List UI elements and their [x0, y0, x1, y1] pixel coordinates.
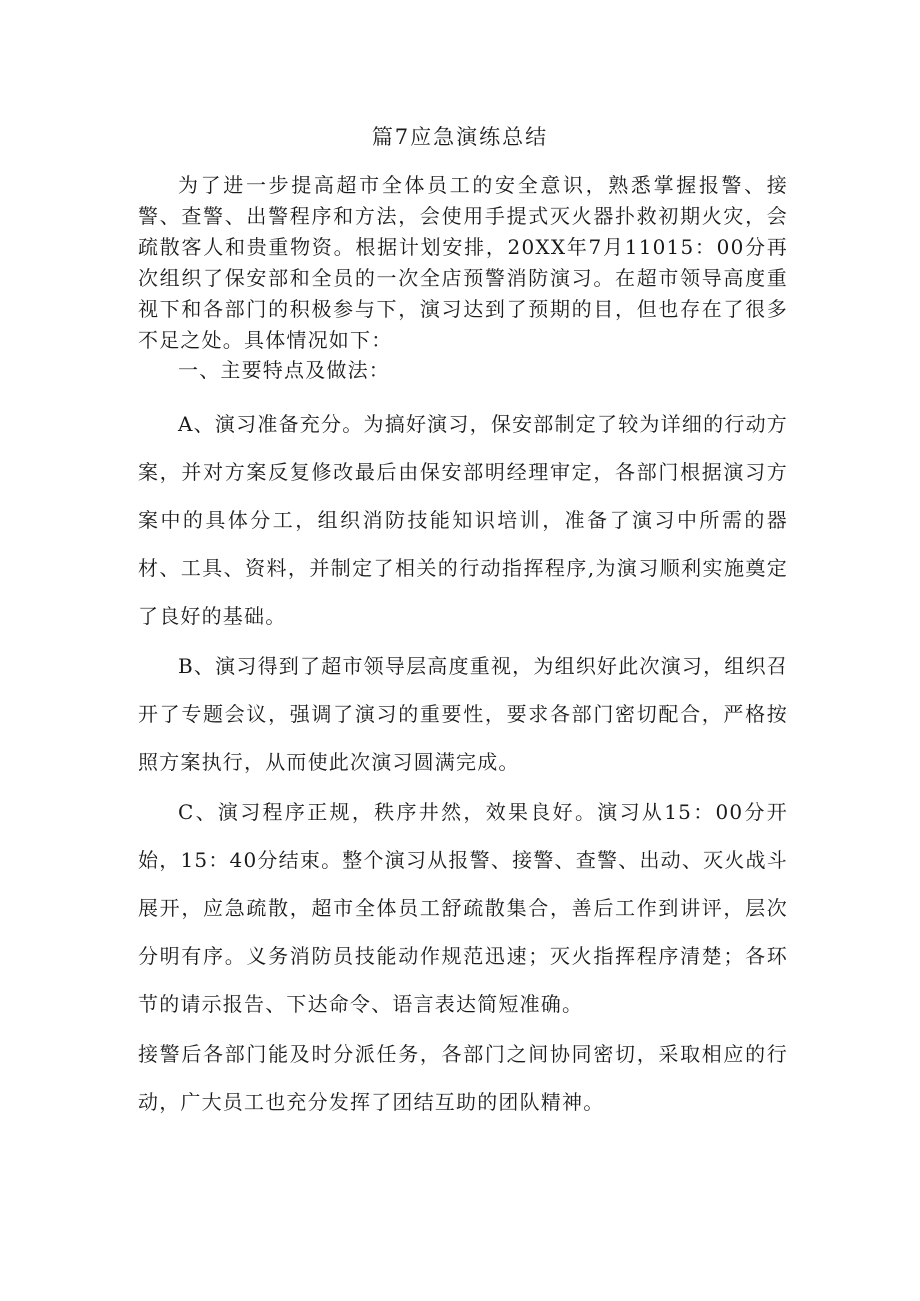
- point-c-paragraph: C、演习程序正规，秩序井然，效果良好。演习从15：00分开始，15：40分结束。整个演习从报警、接警、查警、出动、灭火战斗展开，应急疏散，超市全体员工舒疏散集合，善后工作到讲评，层次分明有序。义务消防员技能动作规范迅速；灭火指挥程序清楚；各环节的请示报告、下达命令、语言表达简短准确。: [138, 800, 788, 1016]
- document-title: 篇7应急演练总结: [371, 125, 549, 149]
- point-a-paragraph: A、演习准备充分。为搞好演习，保安部制定了较为详细的行动方案，并对方案反复修改最后由保安部明经理审定，各部门根据演习方案中的具体分工，组织消防技能知识培训，准备了演习中所需的器材、工具、资料，并制定了相关的行动指挥程序,为演习顺利实施奠定了良好的基础。: [138, 412, 788, 628]
- intro-paragraph: 为了进一步提高超市全体员工的安全意识，熟悉掌握报警、接警、查警、出警程序和方法，会使用手提式灭火器扑救初期火灾，会疏散客人和贵重物资。根据计划安排，20XX年7月11015：00分再次组织了保安部和全员的一次全店预警消防演习。在超市领导高度重视下和各部门的积极参与下，演习达到了预期的目，但也存在了很多不足之处。具体情况如下：: [138, 173, 788, 352]
- closing-paragraph: 接警后各部门能及时分派任务，各部门之间协同密切，采取相应的行动，广大员工也充分发挥了团结互助的团队精神。: [138, 1042, 788, 1114]
- section-heading: 一、主要特点及做法：: [178, 358, 390, 382]
- point-b-paragraph: B、演习得到了超市领导层高度重视，为组织好此次演习，组织召开了专题会议，强调了演习的重要性，要求各部门密切配合，严格按照方案执行，从而使此次演习圆满完成。: [138, 654, 788, 774]
